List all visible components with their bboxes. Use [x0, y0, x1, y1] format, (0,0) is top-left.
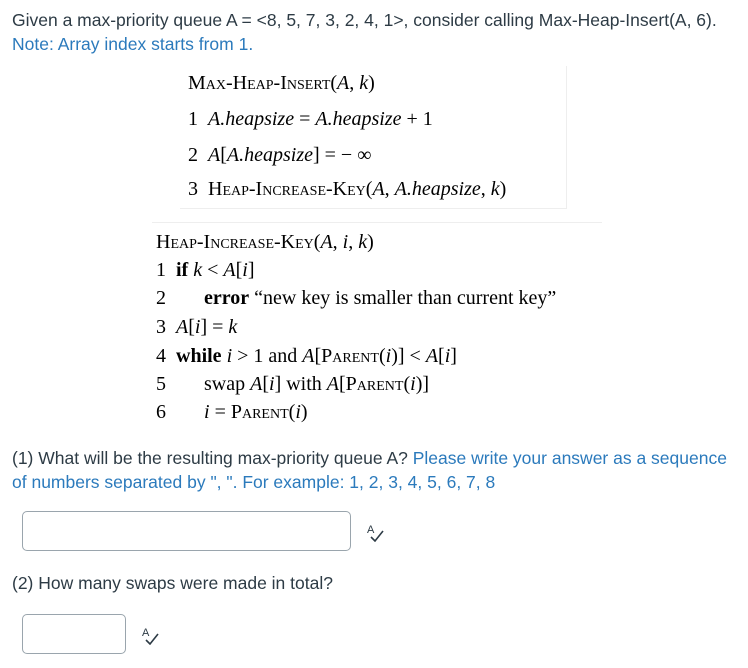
question-1 — [12, 446, 732, 494]
pseudocode-line: 1 A.heapsize = A.heapsize + 1 — [188, 108, 433, 130]
svg-text:A: A — [367, 524, 375, 536]
question-intro-text: Given a max-priority queue A = <8, 5, 7, 3, 2, 4, 1>, consider calling Max-Heap-Insert(A, 6). — [12, 10, 717, 30]
question-2-text: (2) How many swaps were made in total? — [12, 573, 333, 593]
pseudocode-line: 5 swap A[i] with A[Parent(i)] — [156, 373, 430, 395]
question-1-hint: Please write your answer as a sequence of numbers separated by ", ". For example: 1, 2, 3, 4, 5, 6, 7, 8 — [12, 448, 727, 492]
pseudocode-line: 3 Heap-Increase-Key(A, A.heapsize, k) — [188, 178, 507, 200]
question-1-text: (1) What will be the resulting max-priority queue A? — [12, 448, 408, 468]
heap-increase-key-pseudocode — [152, 222, 602, 431]
pseudocode-line: 2 error “new key is smaller than current key” — [156, 287, 557, 309]
answer-1-input[interactable] — [22, 511, 351, 551]
pseudocode-line: 2 A[A.heapsize] = − ∞ — [188, 144, 372, 166]
pseudocode-line: 1 if k < A[i] — [156, 259, 255, 281]
pseudocode-line: 3 A[i] = k — [156, 316, 238, 338]
pseudocode-title: Heap-Increase-Key(A, i, k) — [156, 231, 374, 253]
pseudocode-line: 6 i = Parent(i) — [156, 401, 308, 423]
spellcheck-icon[interactable] — [365, 522, 385, 542]
svg-text:A: A — [142, 627, 150, 639]
max-heap-insert-pseudocode — [180, 66, 567, 209]
pseudocode-title: Max-Heap-Insert(A, k) — [188, 72, 375, 94]
pseudocode-line: 4 while i > 1 and A[Parent(i)] < A[i] — [156, 345, 457, 367]
question-intro-note: Note: Array index starts from 1. — [12, 34, 254, 54]
question-2 — [12, 571, 333, 595]
question-intro — [12, 8, 732, 56]
answer-2-input[interactable] — [22, 614, 126, 654]
spellcheck-icon[interactable] — [140, 625, 160, 645]
